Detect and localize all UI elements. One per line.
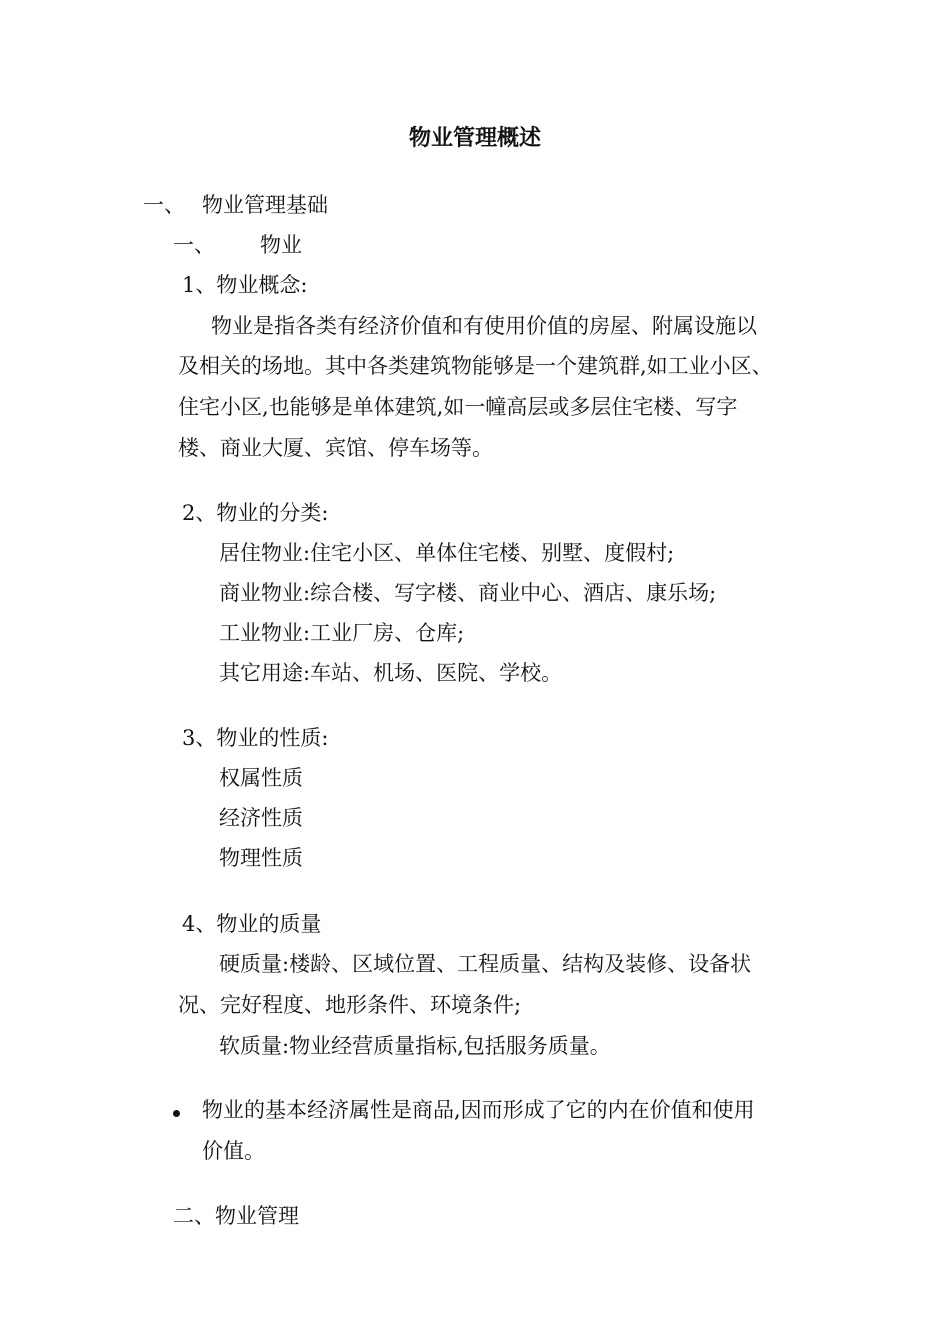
subsection-heading-nature: 3、物业的性质: (182, 726, 329, 750)
paragraph-line: 物业是指各类有经济价值和有使用价值的房屋、附属设施以 (211, 314, 757, 338)
paragraph-line: 及相关的场地。其中各类建筑物能够是一个建筑群,如工业小区、 (178, 354, 773, 378)
paragraph-line: 硬质量:楼龄、区域位置、工程质量、结构及装修、设备状 (219, 952, 752, 976)
paragraph-line: 况、完好程度、地形条件、环境条件; (178, 993, 522, 1017)
bullet-icon (173, 1110, 180, 1117)
subsection-heading-concept: 1、物业概念: (182, 273, 308, 297)
list-item: 商业物业:综合楼、写字楼、商业中心、酒店、康乐场; (219, 581, 717, 605)
subsection-heading-classification: 2、物业的分类: (182, 501, 329, 525)
paragraph-line: 楼、商业大厦、宾馆、停车场等。 (178, 436, 493, 460)
list-item: 工业物业:工业厂房、仓库; (219, 621, 465, 645)
list-item: 经济性质 (219, 806, 303, 830)
page-title: 物业管理概述 (408, 125, 541, 151)
section-heading: 物业 (260, 233, 302, 257)
section-heading-management: 二、物业管理 (173, 1204, 299, 1228)
bullet-text-line: 价值。 (202, 1139, 265, 1163)
list-item: 权属性质 (219, 766, 303, 790)
subsection-heading-quality: 4、物业的质量 (182, 912, 322, 936)
paragraph-line: 住宅小区,也能够是单体建筑,如一幢高层或多层住宅楼、写字 (178, 395, 738, 419)
part-heading: 物业管理基础 (202, 193, 328, 217)
list-item: 居住物业:住宅小区、单体住宅楼、别墅、度假村; (219, 541, 675, 565)
part-number: 一、 (143, 193, 185, 217)
bullet-text-line: 物业的基本经济属性是商品,因而形成了它的内在价值和使用 (202, 1098, 755, 1122)
paragraph-line: 软质量:物业经营质量指标,包括服务质量。 (219, 1034, 611, 1058)
list-item: 物理性质 (219, 846, 303, 870)
list-item: 其它用途:车站、机场、医院、学校。 (219, 661, 563, 685)
section-number: 一、 (173, 233, 215, 257)
